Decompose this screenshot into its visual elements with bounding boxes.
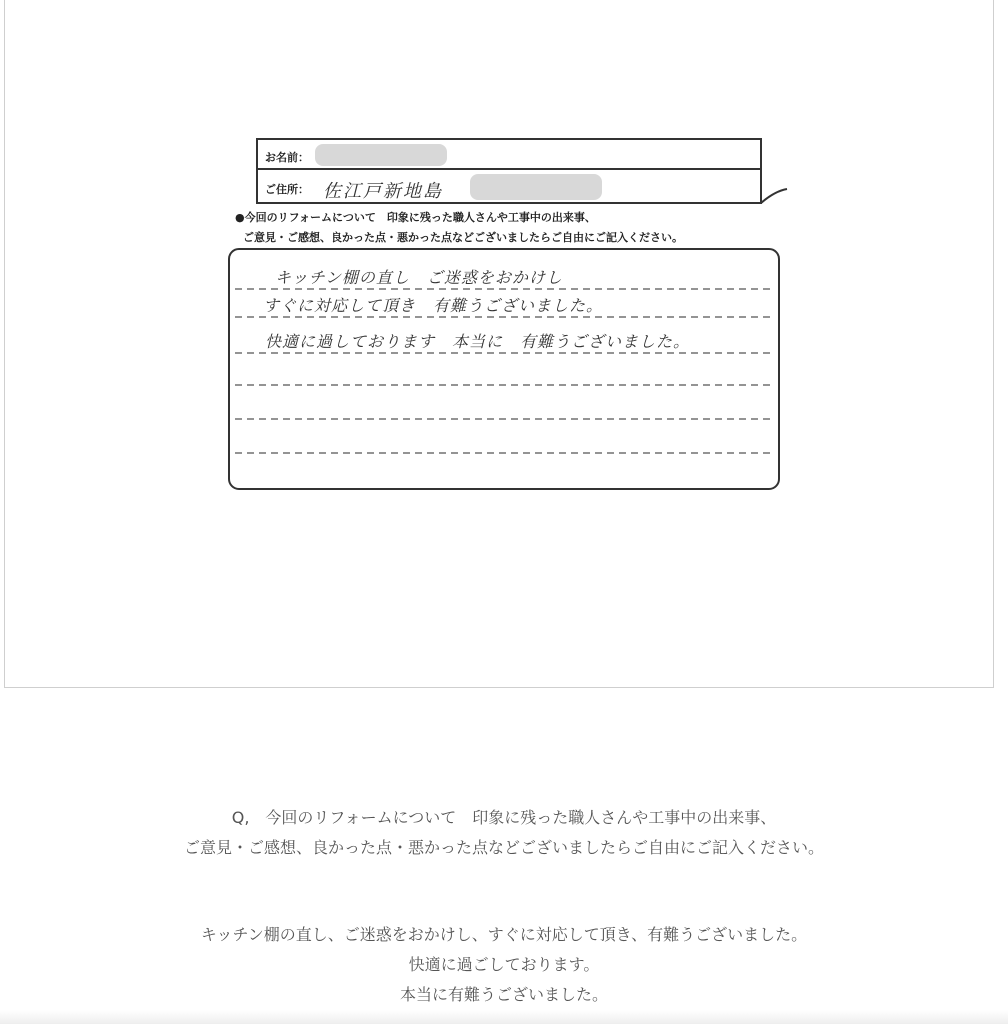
name-label: お名前： bbox=[265, 151, 309, 164]
question-line1: Q, 今回のリフォームについて 印象に残った職人さんや工事中の出来事、 bbox=[231, 808, 777, 827]
form-prompt-line2: ご意見・ご感想、良かった点・悪かった点などございましたらご自由にご記入ください。 bbox=[243, 231, 683, 244]
address-label: ご住所： bbox=[265, 183, 309, 196]
scanned-form-frame bbox=[4, 0, 994, 688]
bottom-edge-shadow bbox=[0, 1010, 1008, 1024]
answer-line3: 本当に有難うございました。 bbox=[399, 985, 608, 1004]
form-prompt-line1: ●今回のリフォームについて 印象に残った職人さんや工事中の出来事、 bbox=[235, 211, 596, 224]
question-text bbox=[0, 803, 1008, 863]
question-line2: ご意見・ご感想、良かった点・悪かった点などございましたらご自由にご記入ください。 bbox=[183, 838, 824, 857]
handwritten-address: 佐江戸新地島 bbox=[323, 181, 443, 202]
answer-text bbox=[0, 920, 1008, 1010]
answer-line2: 快適に過ごしております。 bbox=[408, 955, 600, 974]
answer-line1: キッチン棚の直し、ご迷惑をおかけし、すぐに対応して頂き、有難うございました。 bbox=[200, 925, 808, 944]
scanned-questionnaire-image bbox=[5, 0, 1008, 699]
handwritten-line: 快適に過しております 本当に 有難うございました。 bbox=[265, 332, 691, 351]
handwritten-line: キッチン棚の直し ご迷惑をおかけし bbox=[275, 268, 563, 287]
handwritten-line: すぐに対応して頂き 有難うございました。 bbox=[263, 296, 604, 315]
